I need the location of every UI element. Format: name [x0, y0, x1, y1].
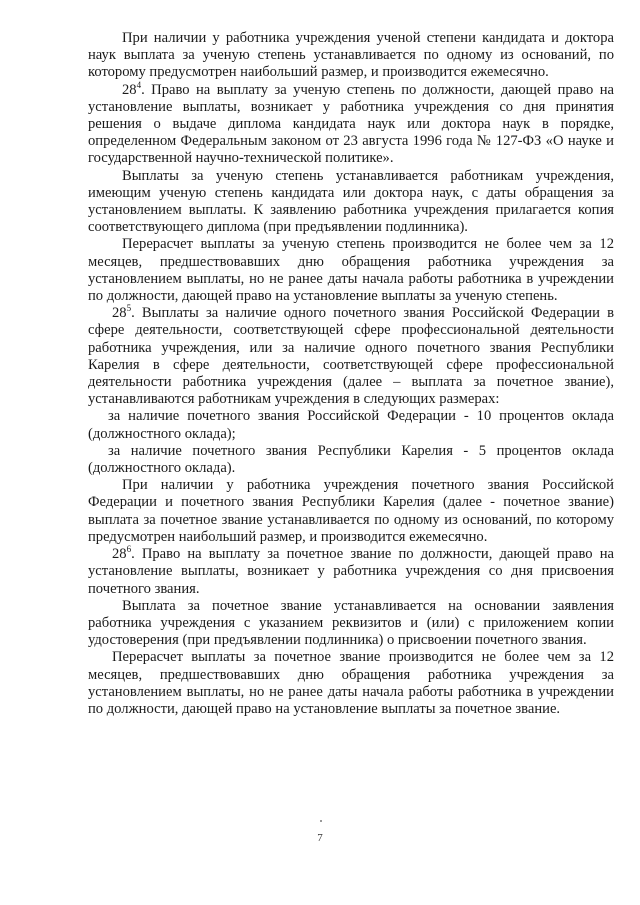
paragraph-5: $28^5$. Выплаты за наличие одного почетного звания Российской Федерации в сфере деятельности, соответствующей сфере профессиональной деятельности работника учреждения, или за наличие одного почетного звания Республики Карелия в сфере деятельности, соответствующей сфере профессиональной деятельности работника учреждения (далее – выплата за почетное звание), устанавливаются работникам учреждения в следующих размерах:: [88, 303, 614, 408]
paragraph-9: $28^6$. Право на выплату за почетное звание по должности, дающей право на установление выплаты, возникает у работника учреждения со дня присвоения почетного звания.: [88, 544, 614, 597]
scan-dot: [320, 820, 322, 822]
paragraph-11: Перерасчет выплаты за почетное звание производится не более чем за 12 месяцев, предшествовавших дню обращения работника учреждения за установлением выплаты, но не ранее даты начала работы работника в учреждении по должности, дающей право на установление выплаты за почетное звание.: [88, 649, 614, 717]
paragraph-2: $28^4$. Право на выплату за ученую степень по должности, дающей право на установление выплаты, возникает у работника учреждения со дня принятия решения о выдаче диплома кандидата наук или доктора наук в порядке, определенном Федеральным законом от 23 августа 1996 года № 127-ФЗ «О науке и государственной научно-технической политике».: [88, 79, 614, 167]
clause-superscript: 4: [136, 79, 142, 90]
page-number: 7: [317, 832, 323, 844]
paragraph-6: за наличие почетного звания Российской Федерации - 10 процентов оклада (должностного оклада);: [88, 408, 614, 442]
clause-number: 28: [122, 81, 137, 98]
clause-superscript: 6: [126, 544, 132, 555]
clause-number: 28: [112, 546, 127, 563]
paragraph-3: Выплаты за ученую степень устанавливается работникам учреждения, имеющим ученую степень кандидата или доктора наук, с даты обращения за установлением выплаты. К заявлению работника учреждения прилагается копия соответствующего диплома (при предъявлении подлинника).: [88, 167, 614, 236]
document-page: [88, 30, 614, 718]
paragraph-10: Выплата за почетное звание устанавливается на основании заявления работника учреждения с указанием реквизитов и (или) с приложением копии удостоверения (при предъявлении подлинника) о присвоении почетного звания.: [88, 597, 614, 649]
paragraph-4: Перерасчет выплаты за ученую степень производится не более чем за 12 месяцев, предшествовавших дню обращения работника учреждения за установлением выплаты, но не ранее даты начала работы работника в учреждении по должности, дающей право на установление выплаты за ученую степень.: [88, 236, 614, 305]
paragraph-8: При наличии у работника учреждения почетного звания Российской Федерации и почетного звания Республики Карелия (далее - почетное звание) выплата за почетное звание устанавливается по одному из оснований, по которому предусмотрен наибольший размер, и производится ежемесячно.: [88, 477, 614, 545]
clause-superscript: 5: [126, 303, 132, 314]
paragraph-7: за наличие почетного звания Республики Карелия - 5 процентов оклада (должностного оклада).: [88, 442, 614, 477]
clause-number: 28: [112, 305, 127, 322]
paragraph-1: При наличии у работника учреждения ученой степени кандидата и доктора наук выплата за ученую степень устанавливается по одному из оснований, по которому предусмотрен наибольший размер, и производится ежемесячно.: [88, 30, 614, 81]
